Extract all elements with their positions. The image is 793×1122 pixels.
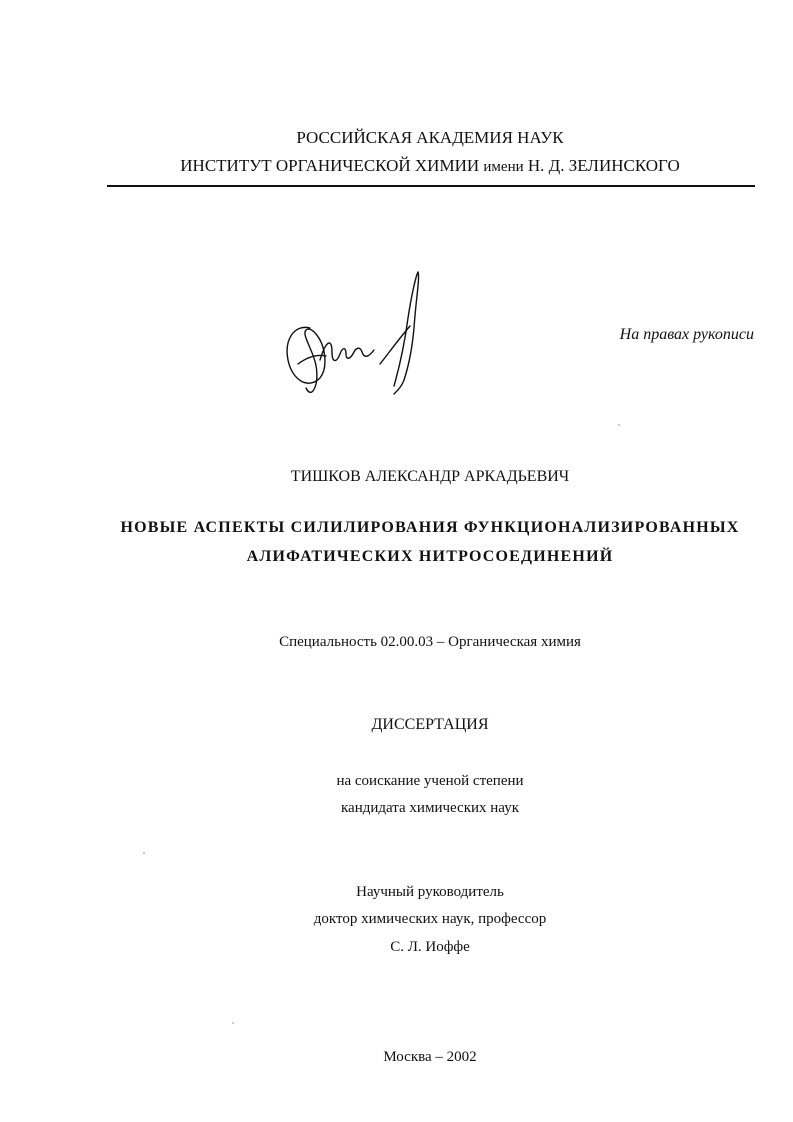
degree-line-2: кандидата химических наук <box>340 800 519 816</box>
dissertation-title-line-2: АЛИФАТИЧЕСКИХ НИТРОСОЕДИНЕНИЙ <box>246 548 614 565</box>
dissertation-title-line-1: НОВЫЕ АСПЕКТЫ СИЛИЛИРОВАНИЯ ФУНКЦИОНАЛИЗИРОВАННЫХ <box>120 519 740 536</box>
specialty: Специальность 02.00.03 – Органическая химия <box>279 634 581 650</box>
institute-imeni: имени <box>483 159 524 175</box>
supervisor-name: С. Л. Иоффе <box>390 939 470 955</box>
institute-main: ИНСТИТУТ ОРГАНИЧЕСКОЙ ХИМИИ <box>180 156 484 175</box>
degree-line-1: на соискание ученой степени <box>336 773 524 789</box>
institute-heading <box>120 156 740 176</box>
place-and-year: Москва – 2002 <box>383 1049 477 1065</box>
supervisor-label: Научный руководитель <box>356 884 504 900</box>
supervisor-title: доктор химических наук, профессор <box>313 911 547 927</box>
scan-speck <box>618 424 620 426</box>
institute-name: Н. Д. ЗЕЛИНСКОГО <box>523 156 680 175</box>
scan-speck <box>232 1022 234 1024</box>
header-divider <box>107 185 755 187</box>
document-type: ДИССЕРТАЦИЯ <box>371 716 489 733</box>
scan-speck <box>143 852 145 854</box>
author-name: ТИШКОВ АЛЕКСАНДР АРКАДЬЕВИЧ <box>290 468 570 485</box>
rights-note: На правах рукописи <box>619 326 754 343</box>
academy-heading: РОССИЙСКАЯ АКАДЕМИЯ НАУК <box>296 128 564 147</box>
author-signature-icon <box>276 268 436 398</box>
